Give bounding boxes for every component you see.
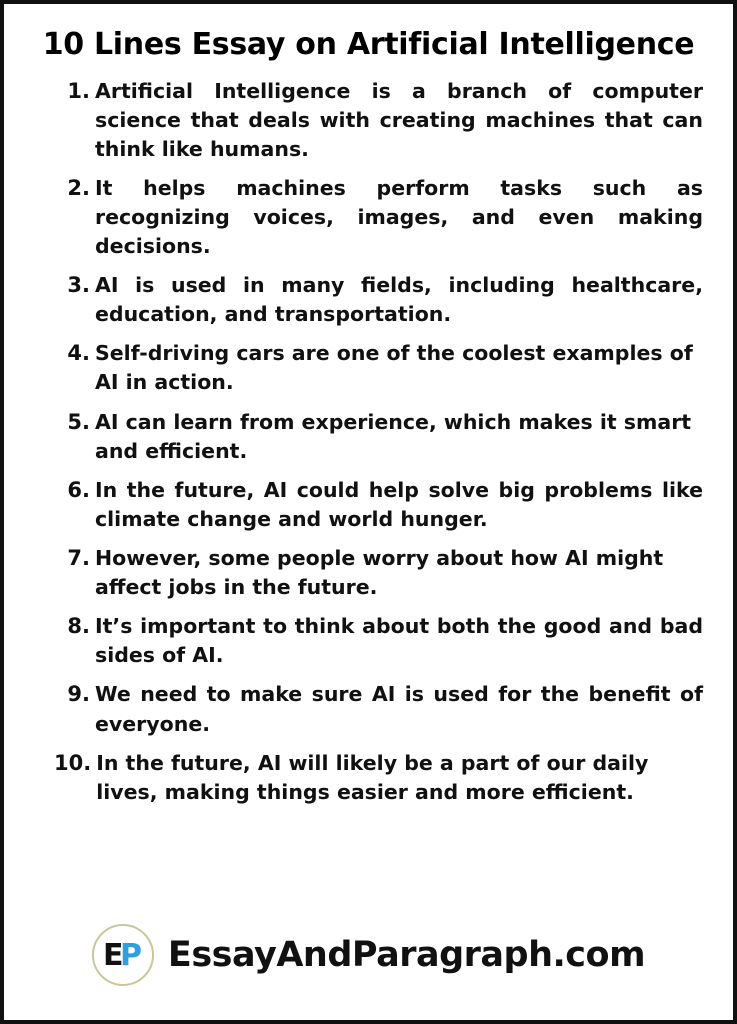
brand-name: EssayAndParagraph.com [167, 935, 646, 975]
essay-lines-list [26, 77, 711, 807]
list-item-number: 1. [67, 78, 90, 103]
list-item-number: 10. [54, 750, 92, 775]
list-item-text: AI can learn from experience, which makes it smart and efficient. [95, 409, 692, 463]
list-item-text: It helps machines perform tasks such as recognizing voices, images, and even making decisions. [95, 175, 703, 259]
list-item [54, 339, 703, 397]
list-item [54, 77, 703, 164]
list-item-number: 8. [67, 614, 90, 639]
list-item-number: 3. [67, 273, 90, 298]
svg-text:E: E [102, 938, 124, 973]
list-item-text: In the future, AI will likely be a part of our daily lives, making things easier and more efficient. [96, 750, 649, 804]
list-item-number: 2. [67, 175, 90, 200]
list-item-text: AI is used in many fields, including healthcare, education, and transportation. [95, 273, 703, 327]
list-item-number: 6. [67, 477, 90, 502]
list-item [54, 408, 703, 466]
list-item-number: 9. [67, 682, 90, 707]
list-item [54, 271, 703, 329]
list-item-number: 7. [67, 546, 90, 571]
list-item-text: It’s important to think about both the good and bad sides of AI. [95, 614, 703, 668]
svg-text:P: P [119, 938, 142, 973]
list-item [54, 749, 703, 807]
list-item [54, 174, 703, 261]
site-footer [4, 924, 733, 986]
ep-monogram-icon [92, 924, 154, 986]
list-item [54, 680, 703, 738]
list-item [54, 612, 703, 670]
list-item-text: In the future, AI could help solve big problems like climate change and world hunger. [95, 477, 703, 531]
list-item-text: However, some people worry about how AI might affect jobs in the future. [95, 546, 664, 600]
list-item-number: 4. [67, 341, 90, 366]
list-item-number: 5. [67, 409, 90, 434]
list-item [54, 544, 703, 602]
list-item [54, 476, 703, 534]
list-item-text: Artificial Intelligence is a branch of computer science that deals with creating machines that can think like humans. [95, 78, 703, 161]
list-item-text: We need to make sure AI is used for the benefit of everyone. [95, 682, 703, 736]
page-title: 10 Lines Essay on Artificial Intelligence [42, 27, 695, 62]
list-item-text: Self-driving cars are one of the coolest examples of AI in action. [95, 341, 693, 395]
